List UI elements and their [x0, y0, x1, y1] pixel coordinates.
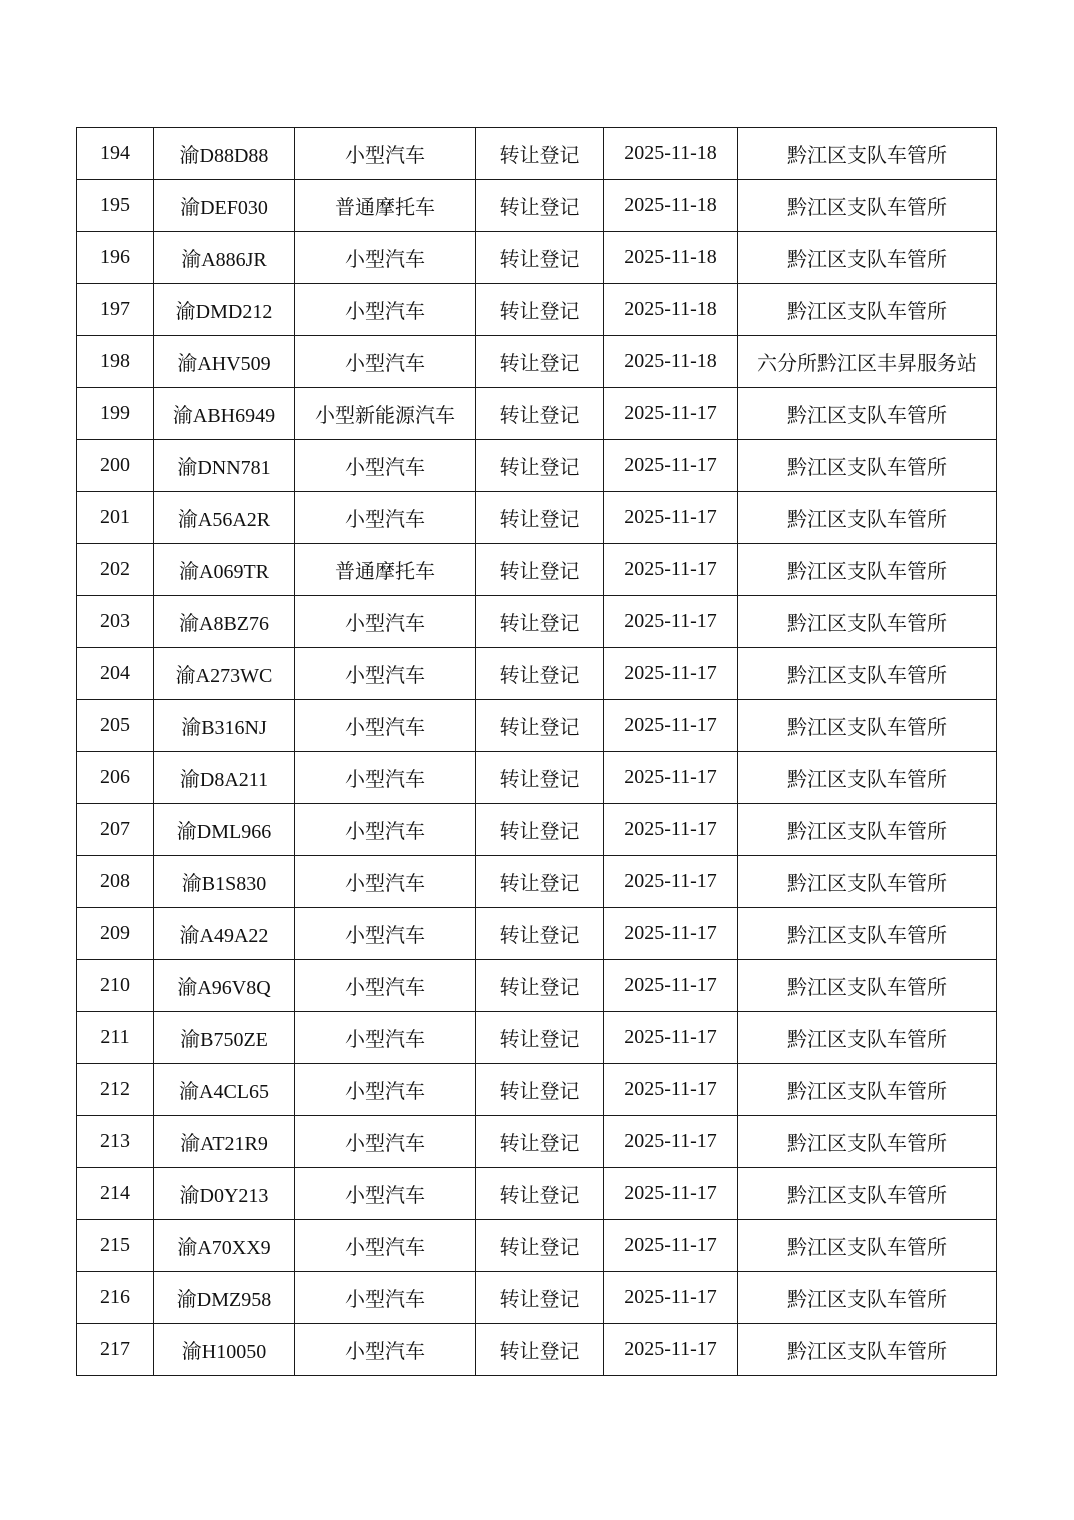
cell-vehicle-type: 小型汽车 [295, 1116, 476, 1168]
cell-business-type: 转让登记 [476, 1220, 604, 1272]
cell-date: 2025-11-17 [604, 1324, 738, 1376]
cell-date: 2025-11-17 [604, 908, 738, 960]
cell-seq-number: 214 [77, 1168, 154, 1220]
cell-plate-number: 渝A70XX9 [154, 1220, 295, 1272]
cell-date: 2025-11-17 [604, 648, 738, 700]
cell-seq-number: 195 [77, 180, 154, 232]
cell-vehicle-type: 小型汽车 [295, 596, 476, 648]
cell-plate-number: 渝A069TR [154, 544, 295, 596]
cell-office: 六分所黔江区丰昇服务站 [738, 336, 997, 388]
cell-seq-number: 203 [77, 596, 154, 648]
cell-vehicle-type: 小型汽车 [295, 752, 476, 804]
cell-office: 黔江区支队车管所 [738, 544, 997, 596]
cell-business-type: 转让登记 [476, 336, 604, 388]
cell-office: 黔江区支队车管所 [738, 128, 997, 180]
cell-business-type: 转让登记 [476, 388, 604, 440]
cell-office: 黔江区支队车管所 [738, 492, 997, 544]
cell-seq-number: 202 [77, 544, 154, 596]
cell-seq-number: 201 [77, 492, 154, 544]
cell-date: 2025-11-17 [604, 1064, 738, 1116]
cell-date: 2025-11-18 [604, 128, 738, 180]
cell-vehicle-type: 小型汽车 [295, 856, 476, 908]
cell-office: 黔江区支队车管所 [738, 1220, 997, 1272]
table-row [77, 1324, 997, 1376]
cell-plate-number: 渝DML966 [154, 804, 295, 856]
cell-business-type: 转让登记 [476, 232, 604, 284]
cell-office: 黔江区支队车管所 [738, 700, 997, 752]
cell-vehicle-type: 小型汽车 [295, 908, 476, 960]
cell-office: 黔江区支队车管所 [738, 648, 997, 700]
cell-plate-number: 渝A273WC [154, 648, 295, 700]
table-row [77, 232, 997, 284]
cell-seq-number: 205 [77, 700, 154, 752]
cell-vehicle-type: 小型汽车 [295, 1064, 476, 1116]
cell-date: 2025-11-17 [604, 1168, 738, 1220]
cell-seq-number: 210 [77, 960, 154, 1012]
cell-business-type: 转让登记 [476, 1116, 604, 1168]
cell-business-type: 转让登记 [476, 1272, 604, 1324]
cell-plate-number: 渝AHV509 [154, 336, 295, 388]
cell-office: 黔江区支队车管所 [738, 1324, 997, 1376]
cell-vehicle-type: 小型汽车 [295, 284, 476, 336]
table-row [77, 1064, 997, 1116]
cell-business-type: 转让登记 [476, 804, 604, 856]
cell-plate-number: 渝ABH6949 [154, 388, 295, 440]
cell-seq-number: 200 [77, 440, 154, 492]
table-body [77, 128, 997, 1376]
table-row [77, 1168, 997, 1220]
cell-plate-number: 渝A886JR [154, 232, 295, 284]
cell-office: 黔江区支队车管所 [738, 1168, 997, 1220]
table-row [77, 1116, 997, 1168]
cell-office: 黔江区支队车管所 [738, 596, 997, 648]
cell-office: 黔江区支队车管所 [738, 856, 997, 908]
cell-seq-number: 216 [77, 1272, 154, 1324]
cell-date: 2025-11-17 [604, 388, 738, 440]
cell-business-type: 转让登记 [476, 1064, 604, 1116]
cell-vehicle-type: 小型汽车 [295, 1012, 476, 1064]
cell-office: 黔江区支队车管所 [738, 1012, 997, 1064]
cell-seq-number: 209 [77, 908, 154, 960]
cell-plate-number: 渝A96V8Q [154, 960, 295, 1012]
cell-office: 黔江区支队车管所 [738, 804, 997, 856]
cell-office: 黔江区支队车管所 [738, 1272, 997, 1324]
cell-office: 黔江区支队车管所 [738, 388, 997, 440]
cell-business-type: 转让登记 [476, 492, 604, 544]
cell-date: 2025-11-17 [604, 1116, 738, 1168]
cell-seq-number: 215 [77, 1220, 154, 1272]
table-row [77, 752, 997, 804]
table-row [77, 804, 997, 856]
cell-business-type: 转让登记 [476, 856, 604, 908]
cell-plate-number: 渝A49A22 [154, 908, 295, 960]
cell-plate-number: 渝DMZ958 [154, 1272, 295, 1324]
cell-plate-number: 渝AT21R9 [154, 1116, 295, 1168]
cell-date: 2025-11-17 [604, 1220, 738, 1272]
cell-date: 2025-11-18 [604, 180, 738, 232]
table-row [77, 180, 997, 232]
cell-seq-number: 212 [77, 1064, 154, 1116]
cell-plate-number: 渝D88D88 [154, 128, 295, 180]
cell-vehicle-type: 小型汽车 [295, 128, 476, 180]
cell-vehicle-type: 小型汽车 [295, 648, 476, 700]
cell-vehicle-type: 小型汽车 [295, 440, 476, 492]
cell-date: 2025-11-17 [604, 1272, 738, 1324]
table-row [77, 908, 997, 960]
table-row [77, 960, 997, 1012]
cell-plate-number: 渝D0Y213 [154, 1168, 295, 1220]
table-row [77, 440, 997, 492]
table-row [77, 1220, 997, 1272]
cell-business-type: 转让登记 [476, 1012, 604, 1064]
table-row [77, 596, 997, 648]
cell-plate-number: 渝DNN781 [154, 440, 295, 492]
cell-business-type: 转让登记 [476, 908, 604, 960]
cell-business-type: 转让登记 [476, 544, 604, 596]
cell-plate-number: 渝A4CL65 [154, 1064, 295, 1116]
cell-seq-number: 197 [77, 284, 154, 336]
table-row [77, 544, 997, 596]
cell-business-type: 转让登记 [476, 960, 604, 1012]
cell-date: 2025-11-17 [604, 440, 738, 492]
table-row [77, 648, 997, 700]
cell-date: 2025-11-17 [604, 492, 738, 544]
cell-business-type: 转让登记 [476, 440, 604, 492]
cell-date: 2025-11-17 [604, 856, 738, 908]
cell-date: 2025-11-18 [604, 284, 738, 336]
cell-seq-number: 217 [77, 1324, 154, 1376]
cell-office: 黔江区支队车管所 [738, 1116, 997, 1168]
cell-business-type: 转让登记 [476, 1324, 604, 1376]
cell-vehicle-type: 小型汽车 [295, 232, 476, 284]
cell-plate-number: 渝H10050 [154, 1324, 295, 1376]
cell-plate-number: 渝DEF030 [154, 180, 295, 232]
cell-seq-number: 211 [77, 1012, 154, 1064]
cell-plate-number: 渝B1S830 [154, 856, 295, 908]
cell-office: 黔江区支队车管所 [738, 960, 997, 1012]
cell-business-type: 转让登记 [476, 596, 604, 648]
cell-business-type: 转让登记 [476, 1168, 604, 1220]
table-row [77, 856, 997, 908]
cell-date: 2025-11-17 [604, 544, 738, 596]
cell-office: 黔江区支队车管所 [738, 232, 997, 284]
cell-seq-number: 206 [77, 752, 154, 804]
table-row [77, 284, 997, 336]
cell-date: 2025-11-17 [604, 752, 738, 804]
cell-seq-number: 204 [77, 648, 154, 700]
cell-date: 2025-11-17 [604, 1012, 738, 1064]
table-row [77, 128, 997, 180]
cell-seq-number: 196 [77, 232, 154, 284]
cell-business-type: 转让登记 [476, 284, 604, 336]
cell-vehicle-type: 小型汽车 [295, 1272, 476, 1324]
cell-vehicle-type: 小型汽车 [295, 1168, 476, 1220]
cell-office: 黔江区支队车管所 [738, 440, 997, 492]
cell-date: 2025-11-17 [604, 804, 738, 856]
cell-seq-number: 198 [77, 336, 154, 388]
table-row [77, 492, 997, 544]
cell-date: 2025-11-17 [604, 596, 738, 648]
cell-business-type: 转让登记 [476, 180, 604, 232]
cell-plate-number: 渝A8BZ76 [154, 596, 295, 648]
cell-vehicle-type: 小型汽车 [295, 336, 476, 388]
cell-office: 黔江区支队车管所 [738, 180, 997, 232]
cell-vehicle-type: 小型汽车 [295, 492, 476, 544]
cell-plate-number: 渝D8A211 [154, 752, 295, 804]
cell-seq-number: 208 [77, 856, 154, 908]
cell-date: 2025-11-17 [604, 700, 738, 752]
cell-business-type: 转让登记 [476, 752, 604, 804]
cell-business-type: 转让登记 [476, 648, 604, 700]
cell-vehicle-type: 普通摩托车 [295, 180, 476, 232]
cell-plate-number: 渝A56A2R [154, 492, 295, 544]
cell-office: 黔江区支队车管所 [738, 284, 997, 336]
cell-vehicle-type: 小型新能源汽车 [295, 388, 476, 440]
table-row [77, 1012, 997, 1064]
cell-vehicle-type: 小型汽车 [295, 804, 476, 856]
cell-date: 2025-11-18 [604, 336, 738, 388]
registration-table [76, 127, 997, 1376]
cell-business-type: 转让登记 [476, 700, 604, 752]
table-row [77, 1272, 997, 1324]
cell-seq-number: 199 [77, 388, 154, 440]
cell-plate-number: 渝B316NJ [154, 700, 295, 752]
cell-office: 黔江区支队车管所 [738, 752, 997, 804]
cell-seq-number: 194 [77, 128, 154, 180]
table-row [77, 700, 997, 752]
cell-office: 黔江区支队车管所 [738, 1064, 997, 1116]
table-row [77, 336, 997, 388]
cell-seq-number: 207 [77, 804, 154, 856]
cell-vehicle-type: 小型汽车 [295, 1220, 476, 1272]
cell-vehicle-type: 小型汽车 [295, 1324, 476, 1376]
table-row [77, 388, 997, 440]
cell-date: 2025-11-17 [604, 960, 738, 1012]
cell-office: 黔江区支队车管所 [738, 908, 997, 960]
cell-date: 2025-11-18 [604, 232, 738, 284]
cell-vehicle-type: 小型汽车 [295, 960, 476, 1012]
cell-seq-number: 213 [77, 1116, 154, 1168]
cell-vehicle-type: 普通摩托车 [295, 544, 476, 596]
cell-business-type: 转让登记 [476, 128, 604, 180]
cell-vehicle-type: 小型汽车 [295, 700, 476, 752]
cell-plate-number: 渝B750ZE [154, 1012, 295, 1064]
cell-plate-number: 渝DMD212 [154, 284, 295, 336]
